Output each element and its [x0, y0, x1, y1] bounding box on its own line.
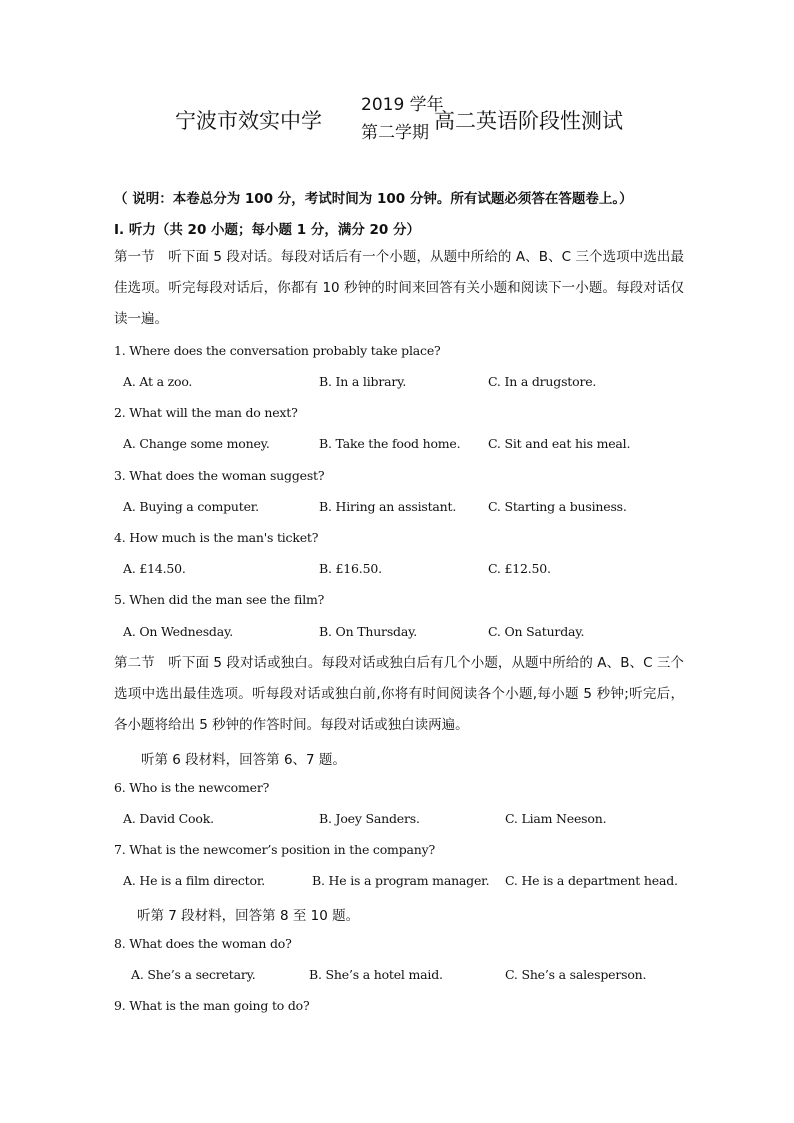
school-year: 2019 学年 — [361, 95, 444, 115]
q4-option-c: C. £12.50. — [488, 561, 551, 576]
question-5: 5. When did the man see the film? — [114, 592, 325, 607]
q3-option-b: B. Hiring an assistant. — [319, 499, 457, 514]
question-2: 2. What will the man do next? — [114, 405, 298, 420]
question-9: 9. What is the man going to do? — [114, 998, 310, 1013]
part-title: I. 听力（共 20 小题；每小题 1 分，满分 20 分） — [114, 222, 421, 238]
exam-title: 高二英语阶段性测试 — [434, 109, 623, 133]
q4-option-a: A. £14.50. — [123, 561, 186, 576]
q5-option-c: C. On Saturday. — [488, 624, 585, 639]
q8-option-a: A. She’s a secretary. — [131, 967, 256, 982]
q2-option-a: A. Change some money. — [123, 436, 270, 451]
section2-instructions: 第二节 听下面 5 段对话或独白。每段对话或独白后有几个小题，从题中所给的 A、B、C 三个选项中选出最佳选项。听每段对话或独白前,你将有时间阅读各个小题,每小题 5 秒钟;听完后，各小题将给出 5 秒钟的作答时间。每段对话或独白读两遍。 — [114, 655, 684, 733]
exam-note: （ 说明：本卷总分为 100 分，考试时间为 100 分钟。所有试题必须答在答题卷上。） — [114, 191, 633, 207]
q3-option-c: C. Starting a business. — [488, 499, 627, 514]
question-8: 8. What does the woman do? — [114, 936, 292, 951]
school-name: 宁波市效实中学 — [175, 109, 322, 133]
q1-option-c: C. In a drugstore. — [488, 374, 597, 389]
q7-option-a: A. He is a film director. — [123, 873, 266, 888]
q1-option-a: A. At a zoo. — [123, 374, 193, 389]
question-3: 3. What does the woman suggest? — [114, 468, 325, 483]
q5-option-b: B. On Thursday. — [319, 624, 418, 639]
q3-option-a: A. Buying a computer. — [123, 499, 259, 514]
material-7-instruction: 听第 7 段材料，回答第 8 至 10 题。 — [137, 908, 360, 924]
q6-option-a: A. David Cook. — [123, 811, 214, 826]
q5-option-a: A. On Wednesday. — [123, 624, 233, 639]
material-6-instruction: 听第 6 段材料，回答第 6、7 题。 — [141, 752, 346, 768]
q1-option-b: B. In a library. — [319, 374, 407, 389]
q6-option-b: B. Joey Sanders. — [319, 811, 420, 826]
question-6: 6. Who is the newcomer? — [114, 780, 270, 795]
question-1: 1. Where does the conversation probably take place? — [114, 343, 441, 358]
q8-option-c: C. She’s a salesperson. — [505, 967, 647, 982]
question-7: 7. What is the newcomer’s position in the company? — [114, 842, 435, 857]
term: 第二学期 — [361, 123, 429, 143]
q6-option-c: C. Liam Neeson. — [505, 811, 607, 826]
question-4: 4. How much is the man's ticket? — [114, 530, 319, 545]
q7-option-c: C. He is a department head. — [505, 873, 678, 888]
q4-option-b: B. £16.50. — [319, 561, 382, 576]
q2-option-b: B. Take the food home. — [319, 436, 461, 451]
q7-option-b: B. He is a program manager. — [312, 873, 490, 888]
section1-instructions: 第一节 听下面 5 段对话。每段对话后有一个小题，从题中所给的 A、B、C 三个选项中选出最佳选项。听完每段对话后，你都有 10 秒钟的时间来回答有关小题和阅读下一小题。每段对话仅读一遍。 — [114, 249, 684, 327]
q2-option-c: C. Sit and eat his meal. — [488, 436, 631, 451]
q8-option-b: B. She’s a hotel maid. — [309, 967, 443, 982]
